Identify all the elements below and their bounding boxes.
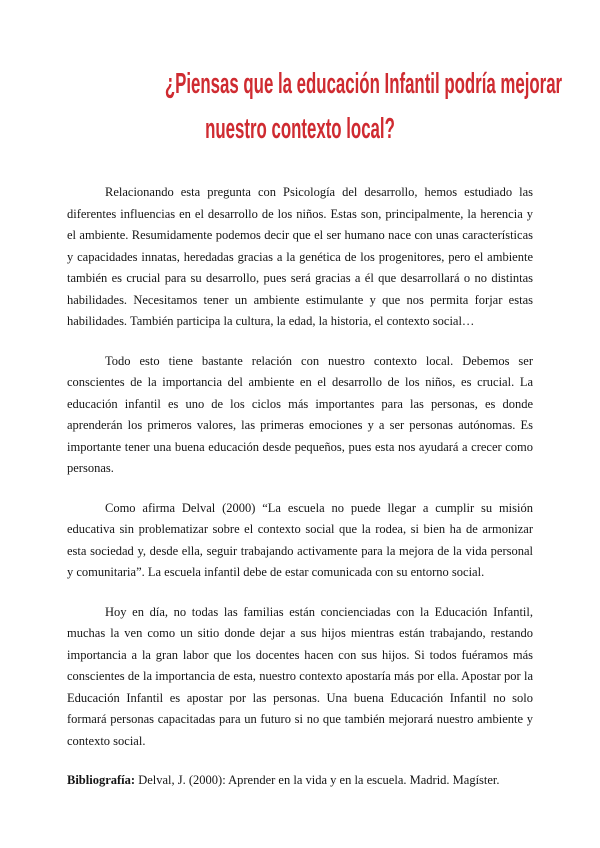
page-title-line-1: ¿Piensas que la educación Infantil podría mejorar [164, 68, 563, 100]
paragraph-development-psychology: Relacionando esta pregunta con Psicología del desarrollo, hemos estudiado las diferentes influencias en el desarrollo de los niños. Estas son, principalmente, la herencia y el ambiente. Resumidamente podemos decir que el ser humano nace con unas características y capacidades innatas, heredadas gracias a la genética de los progenitores, pero el ambiente también es crucial para su desarrollo, pues será gracias a él que desarrollará o no distintas habilidades. Necesitamos tener un ambiente estimulante y que nos permita forjar estas habilidades. También participa la cultura, la edad, la historia, el contexto social… [67, 185, 533, 328]
page-title [164, 0, 563, 152]
bibliography-label: Bibliografía: [67, 773, 136, 787]
paragraph-families-awareness: Hoy en día, no todas las familias están concienciadas con la Educación Infantil, muchas la ven como un sitio donde dejar a sus hijos mientras están trabajando, restando importancia a la gran labor que los docentes hacen con sus hijos. Si todos fuéramos más conscientes de la importancia de esta, nuestro contexto apostaría más por ella. Apostar por la Educación Infantil es apostar por las personas. Una buena Educación Infantil no solo formará personas capacitadas para un futuro si no que también mejorará nuestro ambiente y contexto social. [67, 604, 533, 748]
bibliography-reference: Delval, J. (2000): Aprender en la vida y en la escuela. Madrid. Magíster. [138, 773, 500, 787]
paragraph-local-context: Todo esto tiene bastante relación con nuestro contexto local. Debemos ser conscientes de la importancia del ambiente en el desarrollo de los niños, es crucial. La educación infantil es uno de los ciclos más importantes para las personas, es donde aprenderán los primeros valores, las primeras emociones y a ser personas autónomas. Es importante tener una buena educación desde pequeños, pues esta nos ayudará a crecer como personas. [67, 353, 533, 475]
bibliography-line [67, 770, 533, 792]
paragraph-delval-quote: Como afirma Delval (2000) “La escuela no puede llegar a cumplir su misión educativa sin problematizar sobre el contexto social que la rodea, si bien ha de armonizar esta sociedad y, desde ella, seguir trabajando activamente para la mejora de la vida personal y comunitaria”. La escuela infantil debe de estar comunicada con su entorno social. [67, 500, 533, 579]
document-body [67, 182, 533, 792]
page-title-line-2: nuestro contexto local? [205, 113, 395, 145]
